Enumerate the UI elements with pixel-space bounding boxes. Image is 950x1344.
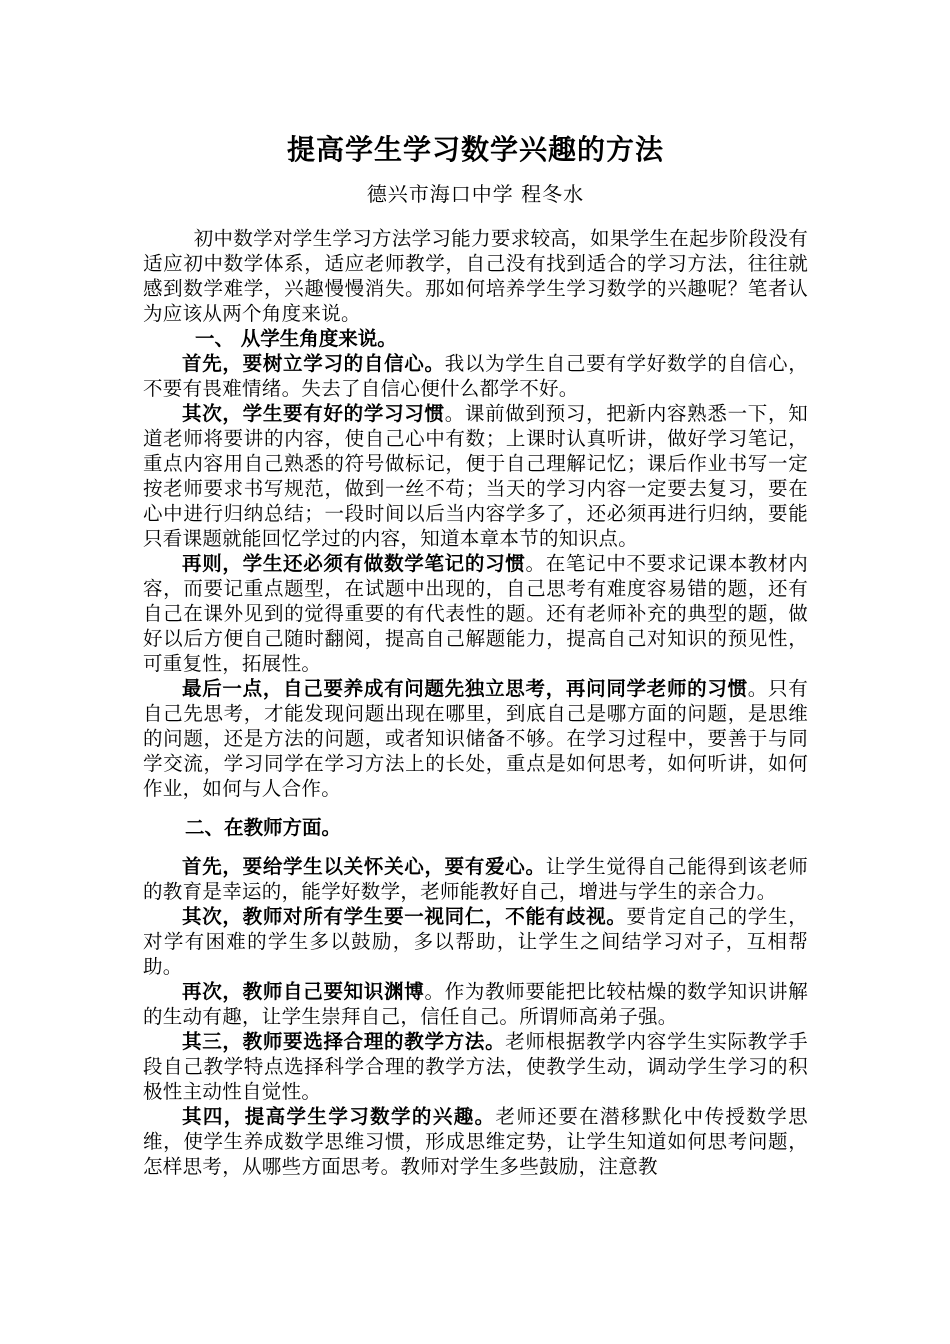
paragraph-body: 老师根据教学内容学生实际教学手段自己教学特点选择科学合理的教学方法，使教学生动，调动学生学习的积极性主动性自觉性。 bbox=[143, 1030, 808, 1103]
paragraph-body: 要肯定自己的学生，对学有困难的学生多以鼓励，多以帮助，让学生之间结学习对子，互相帮助。 bbox=[143, 905, 808, 978]
paragraph-lead: 再次，教师自己要知识渊博 bbox=[182, 980, 425, 1003]
section-heading-teachers: 二、在教师方面。 bbox=[185, 816, 342, 839]
paragraph-lead: 最后一点，自己要养成有问题先独立思考，再问同学老师的习惯 bbox=[182, 677, 748, 700]
paragraph-lead: 其四，提高学生学习数学的兴趣。 bbox=[182, 1105, 496, 1128]
paragraph bbox=[143, 904, 808, 979]
paragraph-lead: 其三，教师要选择合理的教学方法。 bbox=[182, 1030, 506, 1053]
paragraph-lead: 其次，教师对所有学生要一视同仁，不能有歧视。 bbox=[182, 905, 627, 928]
paragraph-lead: 再则，学生还必须有做数学笔记的习惯 bbox=[182, 552, 526, 575]
paragraph-lead: 首先，要树立学习的自信心。 bbox=[182, 352, 445, 375]
paragraph bbox=[143, 401, 808, 551]
paragraph-body: 。在笔记中不要求记课本教材内容，而要记重点题型，在试题中出现的，自己思考有难度容易错的题，还有自己在课外见到的觉得重要的有代表性的题。还有老师补充的典型的题，做好以后方便自己随时翻阅，提高自己解题能力，提高自己对知识的预见性，可重复性，拓展性。 bbox=[143, 552, 808, 675]
paragraph-lead: 首先，要给学生以关怀关心，要有爱心。 bbox=[182, 855, 546, 878]
paragraph-body: 让学生觉得自己能得到该老师的教育是幸运的，能学好数学，老师能教好自己，增进与学生的亲合力。 bbox=[143, 855, 808, 903]
document-title: 提高学生学习数学兴趣的方法 bbox=[286, 133, 664, 166]
paragraph-body: 。作为教师要能把比较枯燥的数学知识讲解的生动有趣，让学生崇拜自己，信任自己。所谓师高弟子强。 bbox=[143, 980, 808, 1028]
paragraph bbox=[143, 351, 808, 401]
paragraph-body: 老师还要在潜移默化中传授数学思维，使学生养成数学思维习惯，形成思维定势，让学生知道如何思考问题，怎样思考，从哪些方面思考。教师对学生多些鼓励，注意教 bbox=[143, 1105, 808, 1178]
section-heading-students: 一、 从学生角度来说。 bbox=[195, 327, 397, 350]
author-line: 德兴市海口中学 程冬水 bbox=[366, 182, 585, 206]
document-page bbox=[143, 130, 808, 1179]
paragraph bbox=[143, 551, 808, 676]
paragraph-body: 。只有自己先思考，才能发现问题出现在哪里，到底自己是哪方面的问题，是思维的问题，还是方法的问题，或者知识储备不够。在学习过程中，要善于与同学交流，学习同学在学习方法上的长处，重点是如何思考，如何听讲，如何作业，如何与人合作。 bbox=[143, 677, 808, 800]
paragraph-body: 。课前做到预习，把新内容熟悉一下，知道老师将要讲的内容，使自己心中有数；上课时认真听讲，做好学习笔记，重点内容用自己熟悉的符号做标记，便于自己理解记忆；课后作业书写一定按老师要求书写规范，做到一丝不苟；当天的学习内容一定要去复习，要在心中进行归纳总结；一段时间以后当内容学多了，还必须再进行归纳，要能只看课题就能回忆学过的内容，知道本章本节的知识点。 bbox=[143, 402, 808, 550]
paragraph bbox=[143, 676, 808, 801]
paragraph bbox=[143, 1029, 808, 1104]
paragraph-lead: 其次，学生要有好的学习习惯 bbox=[182, 402, 445, 425]
paragraph bbox=[143, 979, 808, 1029]
paragraph bbox=[143, 1104, 808, 1179]
paragraph bbox=[143, 854, 808, 904]
paragraph-body: 我以为学生自己要有学好数学的自信心，不要有畏难情绪。失去了自信心便什么都学不好。 bbox=[143, 352, 808, 400]
intro-paragraph: 初中数学对学生学习方法学习能力要求较高，如果学生在起步阶段没有适应初中数学体系，适应老师教学，自己没有找到适合的学习方法，往往就感到数学难学，兴趣慢慢消失。那如何培养学生学习数学的兴趣呢？笔者认为应该从两个角度来说。 bbox=[143, 227, 808, 325]
